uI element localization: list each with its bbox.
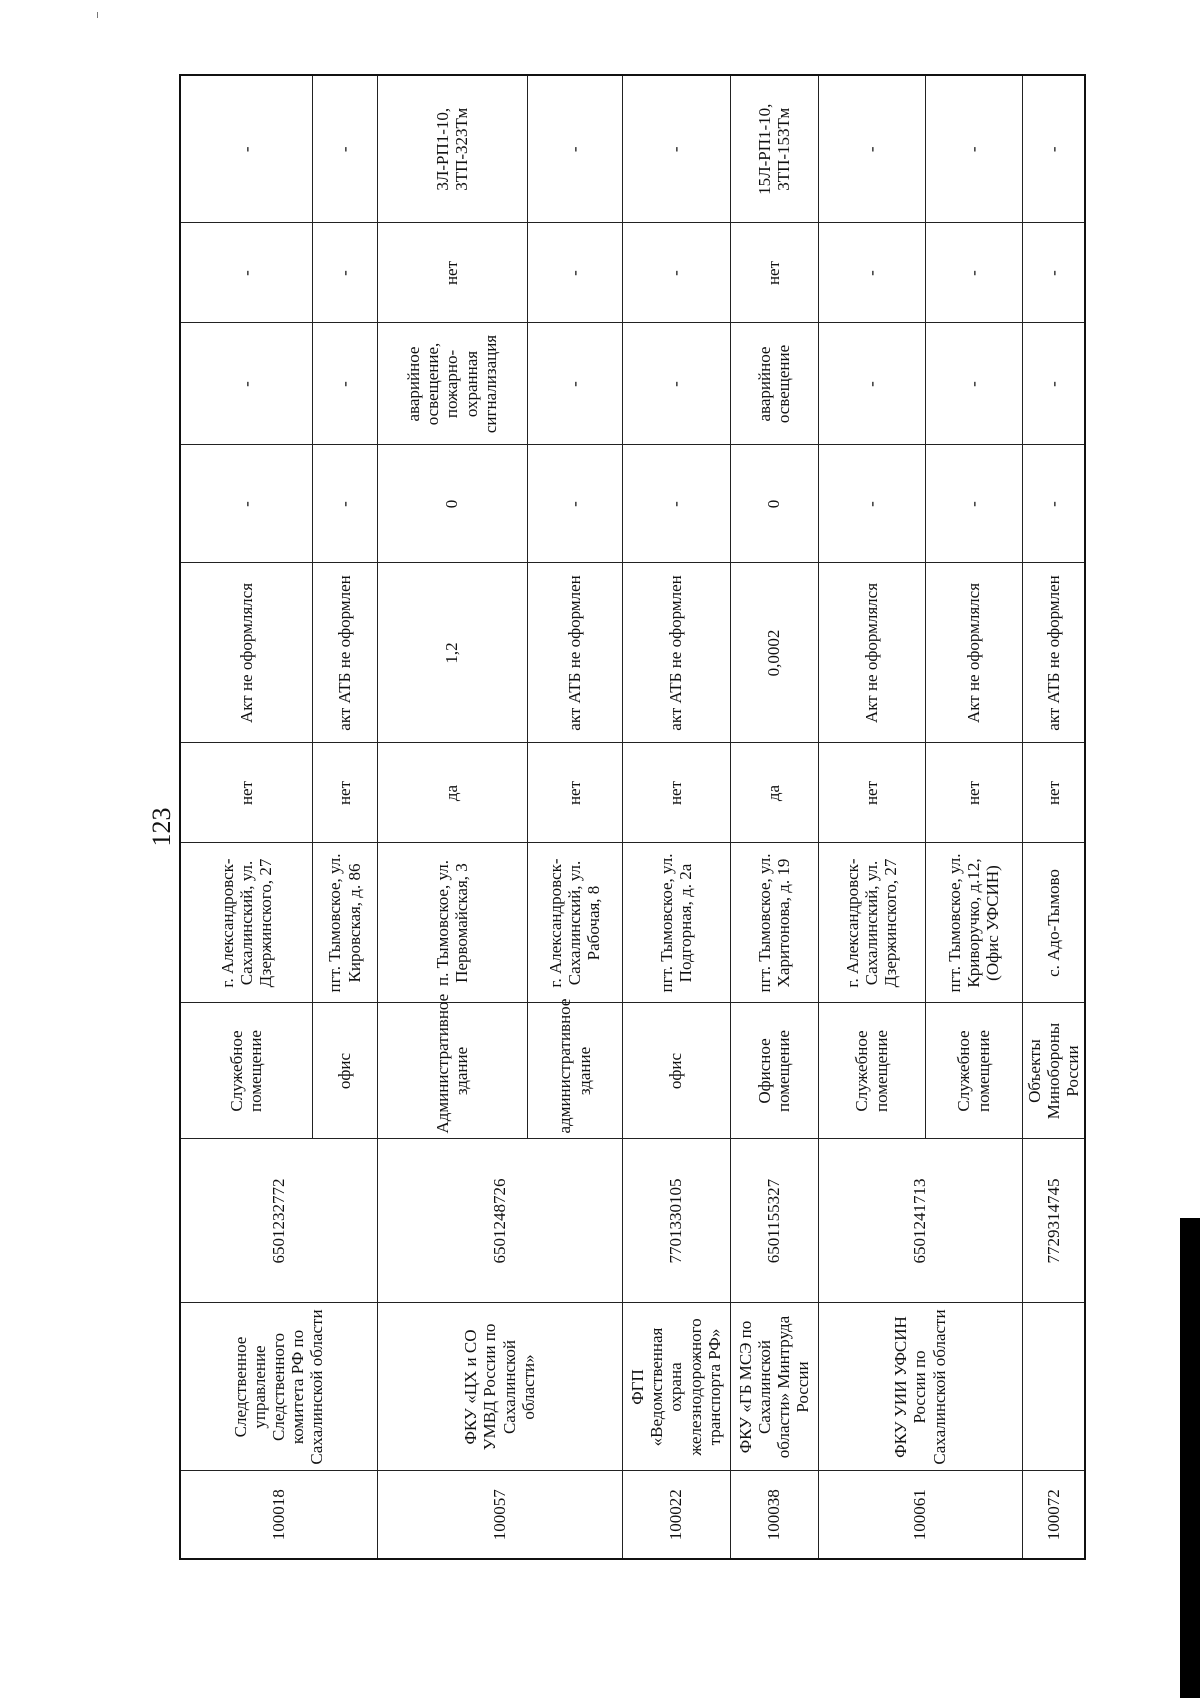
table-row [730,75,818,1559]
cell-value: 0 [377,445,527,563]
cell-inn: 7729314745 [1022,1139,1085,1303]
cell-object-type: офис [622,1003,730,1139]
cell-organization: ФКУ УИИ УФСИН России по Сахалинской области [818,1303,1022,1471]
cell-availability: - [527,223,622,323]
cell-flag: нет [312,743,377,843]
cell-object-type: административное здание [527,1003,622,1139]
document-table-area [179,76,1082,1560]
cell-value: - [622,445,730,563]
cell-equipment: - [180,323,312,445]
cell-availability: нет [377,223,527,323]
cell-equipment: - [818,323,925,445]
cell-act: акт АТБ не оформлен [312,563,377,743]
cell-value: - [180,445,312,563]
cell-id: 100061 [818,1471,1022,1559]
table-row [377,75,527,1559]
cell-availability: - [925,223,1022,323]
cell-inn: 6501248726 [377,1139,622,1303]
cell-object-type: Офисное помещение [730,1003,818,1139]
cell-object-type: Служебное помещение [818,1003,925,1139]
cell-object-type: Административное здание [377,1003,527,1139]
cell-availability: - [180,223,312,323]
cell-act: 0,0002 [730,563,818,743]
cell-equipment: аварийное освещение [730,323,818,445]
cell-address: г. Александровск-Сахалинский, ул. Дзержинского, 27 [818,843,925,1003]
rotated-table-container [179,76,1082,1560]
cell-act: Акт не оформлялся [818,563,925,743]
cell-equipment: аварийное освещение, пожарно-охранная сигнализация [377,323,527,445]
cell-id: 100038 [730,1471,818,1559]
cell-feeders: - [312,75,377,223]
cell-value: - [312,445,377,563]
cell-inn: 7701330105 [622,1139,730,1303]
cell-equipment: - [1022,323,1085,445]
cell-flag: нет [622,743,730,843]
cell-organization [1022,1303,1085,1471]
cell-act: Акт не оформлялся [925,563,1022,743]
cell-address: пгт. Тымовское, ул. Подгорная, д. 2а [622,843,730,1003]
cell-object-type: Объекты Минобороны России [1022,1003,1085,1139]
cell-organization: ФКУ «ГБ МСЭ по Сахалинской области» Минтруда России [730,1303,818,1471]
cell-object-type: Служебное помещение [180,1003,312,1139]
cell-id: 100072 [1022,1471,1085,1559]
cell-availability: нет [730,223,818,323]
cell-feeders: 15Л-РП1-10, 3ТП-153Тм [730,75,818,223]
cell-address: пгт. Тымовское, ул. Харитонова, д. 19 [730,843,818,1003]
cell-availability: - [1022,223,1085,323]
cell-feeders: - [818,75,925,223]
cell-feeders: - [1022,75,1085,223]
cell-inn: 6501241713 [818,1139,1022,1303]
cell-address: п. Тымовское, ул. Первомайская, 3 [377,843,527,1003]
cell-act: акт АТБ не оформлен [622,563,730,743]
cell-flag: да [730,743,818,843]
cell-flag: нет [925,743,1022,843]
cell-flag: нет [180,743,312,843]
cell-id: 100057 [377,1471,622,1559]
cell-value: - [527,445,622,563]
cell-act: Акт не оформлялся [180,563,312,743]
cell-equipment: - [925,323,1022,445]
cell-value: - [818,445,925,563]
cell-availability: - [312,223,377,323]
table-row [622,75,730,1559]
table-row [1022,75,1085,1559]
cell-object-type: Служебное помещение [925,1003,1022,1139]
cell-feeders: 3Л-РП1-10, 3ТП-323Тм [377,75,527,223]
cell-equipment: - [527,323,622,445]
table-body [180,75,1085,1559]
cell-value: - [1022,445,1085,563]
cell-availability: - [818,223,925,323]
consumers-table [179,74,1086,1560]
cell-feeders: - [180,75,312,223]
cell-act: акт АТБ не оформлен [1022,563,1085,743]
cell-address: г. Александровск-Сахалинский, ул. Рабочая, 8 [527,843,622,1003]
cell-id: 100018 [180,1471,377,1559]
cell-flag: нет [1022,743,1085,843]
cell-address: пгт. Тымовское, ул. Кировская, д. 86 [312,843,377,1003]
scan-mark [97,12,98,18]
cell-organization: ФКУ «ЦХ и СО УМВД России по Сахалинской области» [377,1303,622,1471]
cell-id: 100022 [622,1471,730,1559]
cell-value: 0 [730,445,818,563]
cell-address: с. Адо-Тымово [1022,843,1085,1003]
cell-equipment: - [622,323,730,445]
cell-flag: да [377,743,527,843]
cell-inn: 6501232772 [180,1139,377,1303]
cell-organization: Следственное управление Следственного комитета РФ по Сахалинской области [180,1303,377,1471]
table-row [818,75,925,1559]
cell-flag: нет [818,743,925,843]
cell-value: - [925,445,1022,563]
cell-flag: нет [527,743,622,843]
cell-act: 1,2 [377,563,527,743]
cell-feeders: - [925,75,1022,223]
cell-equipment: - [312,323,377,445]
cell-object-type: офис [312,1003,377,1139]
cell-inn: 6501155327 [730,1139,818,1303]
table-row [180,75,312,1559]
scan-edge-bar [1180,1218,1200,1698]
cell-organization: ФГП «Ведомственная охрана железнодорожного транспорта РФ» [622,1303,730,1471]
cell-feeders: - [527,75,622,223]
cell-address: г. Александровск-Сахалинский, ул. Дзержинского, 27 [180,843,312,1003]
cell-availability: - [622,223,730,323]
cell-act: акт АТБ не оформлен [527,563,622,743]
cell-feeders: - [622,75,730,223]
page-number: 123 [147,807,176,847]
cell-address: пгт. Тымовское, ул. Криворучко, д.12, (Офис УФСИН) [925,843,1022,1003]
